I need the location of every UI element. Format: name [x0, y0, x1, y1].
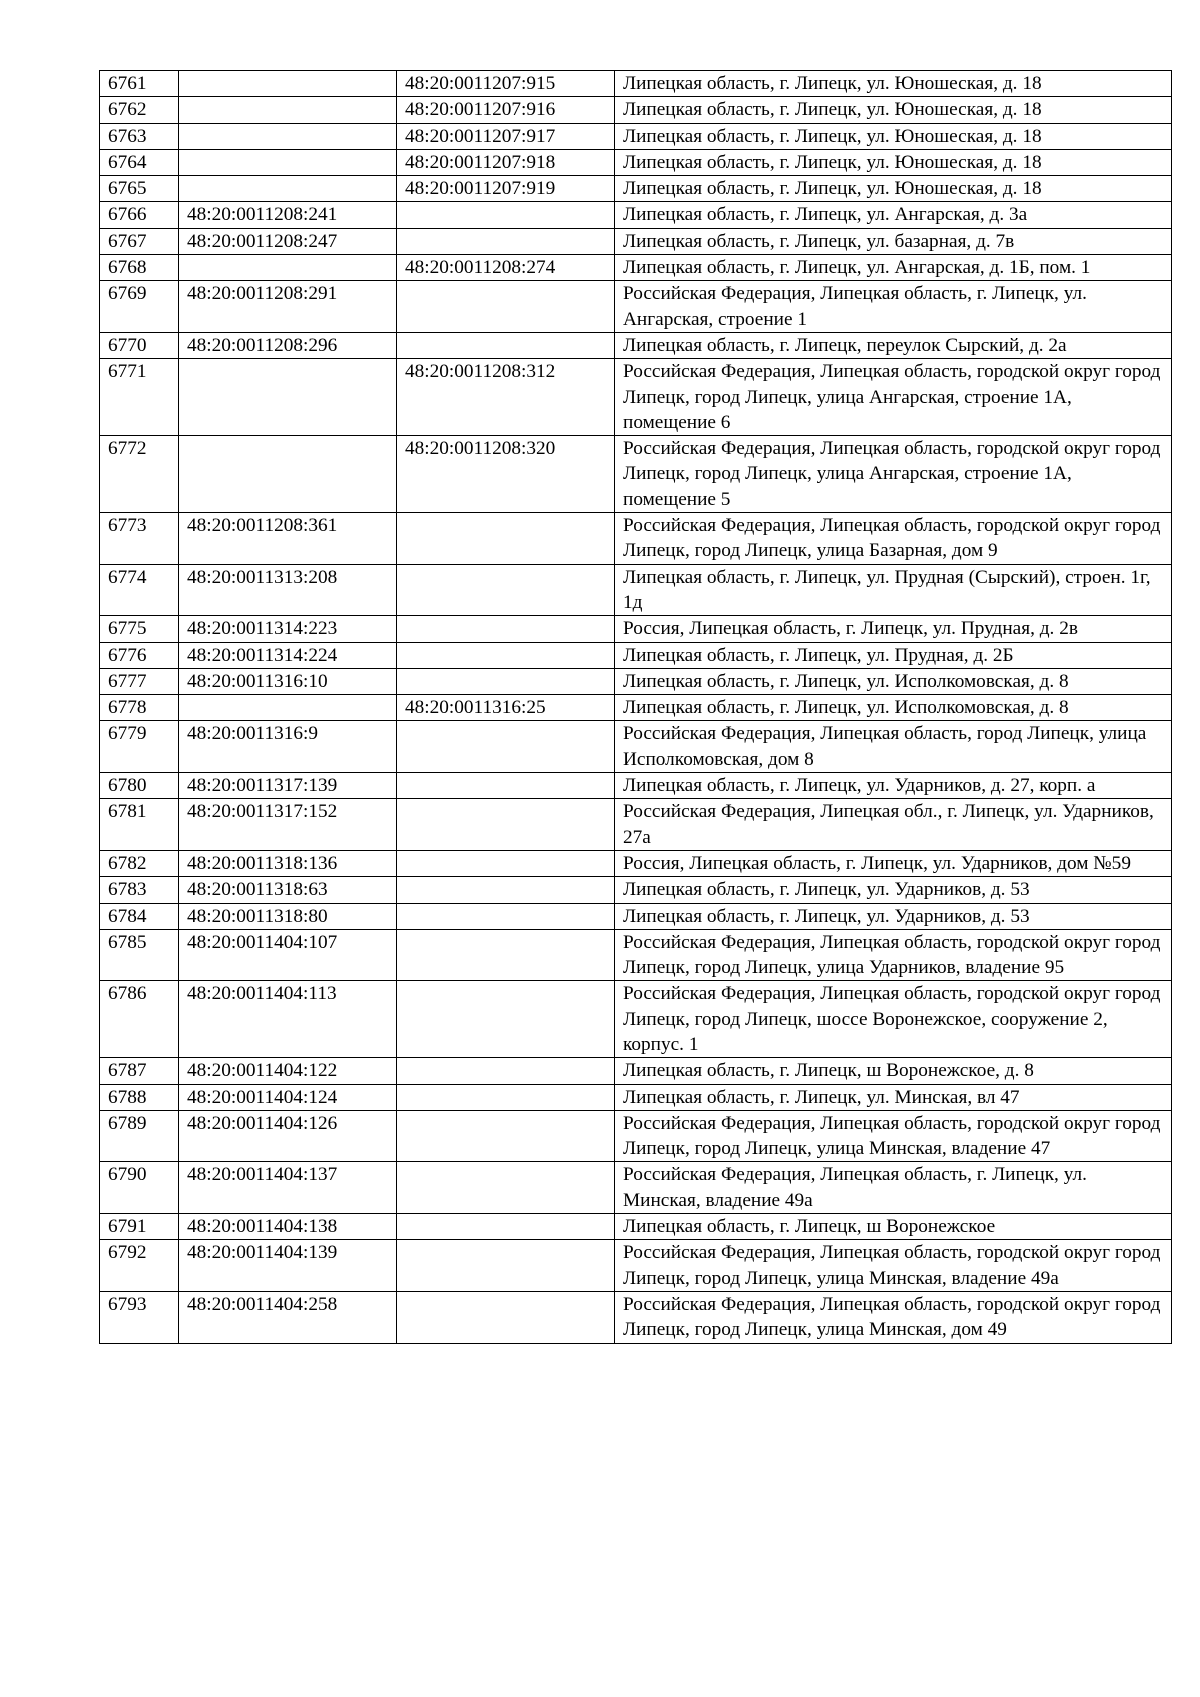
address: Российская Федерация, Липецкая область, городской округ город Липецк, город Липецк, улица Базарная, дом 9 — [615, 513, 1172, 565]
table-row — [100, 255, 1172, 281]
object-cadastral-number — [397, 850, 615, 876]
object-cadastral-number — [397, 1162, 615, 1214]
table-row — [100, 721, 1172, 773]
address: Липецкая область, г. Липецк, ул. Прудная, д. 2Б — [615, 642, 1172, 668]
object-cadastral-number — [397, 281, 615, 333]
row-number: 6782 — [100, 850, 179, 876]
table-row — [100, 1058, 1172, 1084]
land-cadastral-number: 48:20:0011316:9 — [179, 721, 397, 773]
address: Российская Федерация, Липецкая область, городской округ город Липецк, город Липецк, улица Ангарская, строение 1А, помещение 5 — [615, 436, 1172, 513]
land-cadastral-number — [179, 71, 397, 97]
land-cadastral-number: 48:20:0011317:152 — [179, 799, 397, 851]
table-row — [100, 1240, 1172, 1292]
table-row — [100, 359, 1172, 436]
row-number: 6784 — [100, 903, 179, 929]
land-cadastral-number: 48:20:0011314:224 — [179, 642, 397, 668]
address: Липецкая область, г. Липецк, ул. Юношеская, д. 18 — [615, 97, 1172, 123]
object-cadastral-number: 48:20:0011316:25 — [397, 695, 615, 721]
table-row — [100, 1110, 1172, 1162]
table-row — [100, 642, 1172, 668]
land-cadastral-number — [179, 176, 397, 202]
table-row — [100, 773, 1172, 799]
address: Липецкая область, г. Липецк, ул. Исполкомовская, д. 8 — [615, 668, 1172, 694]
address: Липецкая область, г. Липецк, ул. Ударников, д. 53 — [615, 903, 1172, 929]
table-row — [100, 668, 1172, 694]
address: Российская Федерация, Липецкая область, городской округ город Липецк, город Липецк, улица Минская, владение 47 — [615, 1110, 1172, 1162]
row-number: 6769 — [100, 281, 179, 333]
object-cadastral-number — [397, 513, 615, 565]
row-number: 6783 — [100, 877, 179, 903]
row-number: 6774 — [100, 564, 179, 616]
land-cadastral-number — [179, 123, 397, 149]
address: Российская Федерация, Липецкая область, городской округ город Липецк, город Липецк, улица Ударников, владение 95 — [615, 929, 1172, 981]
land-cadastral-number: 48:20:0011208:291 — [179, 281, 397, 333]
object-cadastral-number — [397, 642, 615, 668]
address: Липецкая область, г. Липецк, ул. Прудная (Сырский), строен. 1г, 1д — [615, 564, 1172, 616]
row-number: 6785 — [100, 929, 179, 981]
land-cadastral-number: 48:20:0011208:247 — [179, 228, 397, 254]
object-cadastral-number: 48:20:0011207:916 — [397, 97, 615, 123]
table-row — [100, 436, 1172, 513]
row-number: 6764 — [100, 149, 179, 175]
address: Российская Федерация, Липецкая область, г. Липецк, ул. Ангарская, строение 1 — [615, 281, 1172, 333]
table-row — [100, 1084, 1172, 1110]
address: Российская Федерация, Липецкая область, город Липецк, улица Исполкомовская, дом 8 — [615, 721, 1172, 773]
table-row — [100, 1291, 1172, 1343]
address: Липецкая область, г. Липецк, ш Воронежское — [615, 1214, 1172, 1240]
row-number: 6790 — [100, 1162, 179, 1214]
table-row — [100, 799, 1172, 851]
object-cadastral-number — [397, 877, 615, 903]
object-cadastral-number — [397, 799, 615, 851]
table-row — [100, 1214, 1172, 1240]
land-cadastral-number: 48:20:0011317:139 — [179, 773, 397, 799]
land-cadastral-number — [179, 359, 397, 436]
table-row — [100, 903, 1172, 929]
row-number: 6781 — [100, 799, 179, 851]
land-cadastral-number: 48:20:0011404:126 — [179, 1110, 397, 1162]
address: Российская Федерация, Липецкая обл., г. Липецк, ул. Ударников, 27а — [615, 799, 1172, 851]
table-row — [100, 616, 1172, 642]
row-number: 6770 — [100, 332, 179, 358]
land-cadastral-number: 48:20:0011404:258 — [179, 1291, 397, 1343]
address: Липецкая область, г. Липецк, ул. базарная, д. 7в — [615, 228, 1172, 254]
row-number: 6772 — [100, 436, 179, 513]
land-cadastral-number — [179, 436, 397, 513]
address: Российская Федерация, Липецкая область, городской округ город Липецк, город Липецк, улица Ангарская, строение 1А, помещение 6 — [615, 359, 1172, 436]
row-number: 6765 — [100, 176, 179, 202]
land-cadastral-number: 48:20:0011208:241 — [179, 202, 397, 228]
object-cadastral-number — [397, 564, 615, 616]
object-cadastral-number — [397, 1291, 615, 1343]
land-cadastral-number: 48:20:0011314:223 — [179, 616, 397, 642]
land-cadastral-number — [179, 97, 397, 123]
row-number: 6776 — [100, 642, 179, 668]
table-row — [100, 877, 1172, 903]
object-cadastral-number — [397, 202, 615, 228]
table-row — [100, 981, 1172, 1058]
land-cadastral-number: 48:20:0011318:80 — [179, 903, 397, 929]
table-row — [100, 176, 1172, 202]
object-cadastral-number — [397, 981, 615, 1058]
land-cadastral-number: 48:20:0011208:296 — [179, 332, 397, 358]
row-number: 6791 — [100, 1214, 179, 1240]
row-number: 6775 — [100, 616, 179, 642]
row-number: 6788 — [100, 1084, 179, 1110]
land-cadastral-number: 48:20:0011316:10 — [179, 668, 397, 694]
address: Российская Федерация, Липецкая область, городской округ город Липецк, город Липецк, улица Минская, дом 49 — [615, 1291, 1172, 1343]
object-cadastral-number: 48:20:0011208:312 — [397, 359, 615, 436]
land-cadastral-number: 48:20:0011404:107 — [179, 929, 397, 981]
row-number: 6778 — [100, 695, 179, 721]
land-cadastral-number: 48:20:0011318:136 — [179, 850, 397, 876]
table-row — [100, 123, 1172, 149]
land-cadastral-number: 48:20:0011404:113 — [179, 981, 397, 1058]
object-cadastral-number: 48:20:0011207:917 — [397, 123, 615, 149]
row-number: 6789 — [100, 1110, 179, 1162]
cadastral-table — [99, 70, 1172, 1344]
table-row — [100, 513, 1172, 565]
land-cadastral-number: 48:20:0011404:139 — [179, 1240, 397, 1292]
address: Липецкая область, г. Липецк, ул. Юношеская, д. 18 — [615, 123, 1172, 149]
land-cadastral-number: 48:20:0011318:63 — [179, 877, 397, 903]
object-cadastral-number — [397, 332, 615, 358]
object-cadastral-number: 48:20:0011207:915 — [397, 71, 615, 97]
table-row — [100, 149, 1172, 175]
object-cadastral-number — [397, 773, 615, 799]
address: Липецкая область, г. Липецк, переулок Сырский, д. 2а — [615, 332, 1172, 358]
address: Липецкая область, г. Липецк, ул. Исполкомовская, д. 8 — [615, 695, 1172, 721]
table-row — [100, 1162, 1172, 1214]
row-number: 6780 — [100, 773, 179, 799]
address: Российская Федерация, Липецкая область, г. Липецк, ул. Минская, владение 49а — [615, 1162, 1172, 1214]
table-row — [100, 228, 1172, 254]
row-number: 6786 — [100, 981, 179, 1058]
row-number: 6762 — [100, 97, 179, 123]
table-row — [100, 850, 1172, 876]
object-cadastral-number — [397, 668, 615, 694]
address: Липецкая область, г. Липецк, ул. Ангарская, д. 3а — [615, 202, 1172, 228]
land-cadastral-number: 48:20:0011404:122 — [179, 1058, 397, 1084]
object-cadastral-number — [397, 1084, 615, 1110]
table-row — [100, 97, 1172, 123]
address: Липецкая область, г. Липецк, ул. Минская, вл 47 — [615, 1084, 1172, 1110]
object-cadastral-number — [397, 228, 615, 254]
address: Россия, Липецкая область, г. Липецк, ул. Прудная, д. 2в — [615, 616, 1172, 642]
land-cadastral-number — [179, 255, 397, 281]
land-cadastral-number: 48:20:0011404:137 — [179, 1162, 397, 1214]
table-row — [100, 695, 1172, 721]
table-row — [100, 281, 1172, 333]
row-number: 6773 — [100, 513, 179, 565]
land-cadastral-number: 48:20:0011404:124 — [179, 1084, 397, 1110]
land-cadastral-number — [179, 149, 397, 175]
address: Россия, Липецкая область, г. Липецк, ул. Ударников, дом №59 — [615, 850, 1172, 876]
object-cadastral-number — [397, 1110, 615, 1162]
address: Липецкая область, г. Липецк, ул. Юношеская, д. 18 — [615, 71, 1172, 97]
row-number: 6768 — [100, 255, 179, 281]
object-cadastral-number — [397, 1240, 615, 1292]
row-number: 6779 — [100, 721, 179, 773]
document-page — [99, 70, 1171, 1344]
address: Липецкая область, г. Липецк, ул. Ангарская, д. 1Б, пом. 1 — [615, 255, 1172, 281]
table-row — [100, 332, 1172, 358]
object-cadastral-number: 48:20:0011208:320 — [397, 436, 615, 513]
land-cadastral-number — [179, 695, 397, 721]
address: Липецкая область, г. Липецк, ул. Юношеская, д. 18 — [615, 149, 1172, 175]
address: Липецкая область, г. Липецк, ш Воронежское, д. 8 — [615, 1058, 1172, 1084]
object-cadastral-number: 48:20:0011207:919 — [397, 176, 615, 202]
address: Липецкая область, г. Липецк, ул. Ударников, д. 53 — [615, 877, 1172, 903]
object-cadastral-number: 48:20:0011208:274 — [397, 255, 615, 281]
table-row — [100, 71, 1172, 97]
object-cadastral-number — [397, 929, 615, 981]
object-cadastral-number — [397, 721, 615, 773]
object-cadastral-number — [397, 903, 615, 929]
object-cadastral-number — [397, 1058, 615, 1084]
row-number: 6787 — [100, 1058, 179, 1084]
row-number: 6763 — [100, 123, 179, 149]
address: Липецкая область, г. Липецк, ул. Ударников, д. 27, корп. а — [615, 773, 1172, 799]
object-cadastral-number — [397, 1214, 615, 1240]
row-number: 6771 — [100, 359, 179, 436]
land-cadastral-number: 48:20:0011208:361 — [179, 513, 397, 565]
table-row — [100, 564, 1172, 616]
row-number: 6777 — [100, 668, 179, 694]
object-cadastral-number: 48:20:0011207:918 — [397, 149, 615, 175]
row-number: 6761 — [100, 71, 179, 97]
land-cadastral-number: 48:20:0011313:208 — [179, 564, 397, 616]
address: Липецкая область, г. Липецк, ул. Юношеская, д. 18 — [615, 176, 1172, 202]
table-row — [100, 202, 1172, 228]
address: Российская Федерация, Липецкая область, городской округ город Липецк, город Липецк, улица Минская, владение 49а — [615, 1240, 1172, 1292]
row-number: 6793 — [100, 1291, 179, 1343]
table-body — [100, 71, 1172, 1344]
row-number: 6767 — [100, 228, 179, 254]
object-cadastral-number — [397, 616, 615, 642]
address: Российская Федерация, Липецкая область, городской округ город Липецк, город Липецк, шоссе Воронежское, сооружение 2, корпус. 1 — [615, 981, 1172, 1058]
row-number: 6792 — [100, 1240, 179, 1292]
table-row — [100, 929, 1172, 981]
land-cadastral-number: 48:20:0011404:138 — [179, 1214, 397, 1240]
row-number: 6766 — [100, 202, 179, 228]
